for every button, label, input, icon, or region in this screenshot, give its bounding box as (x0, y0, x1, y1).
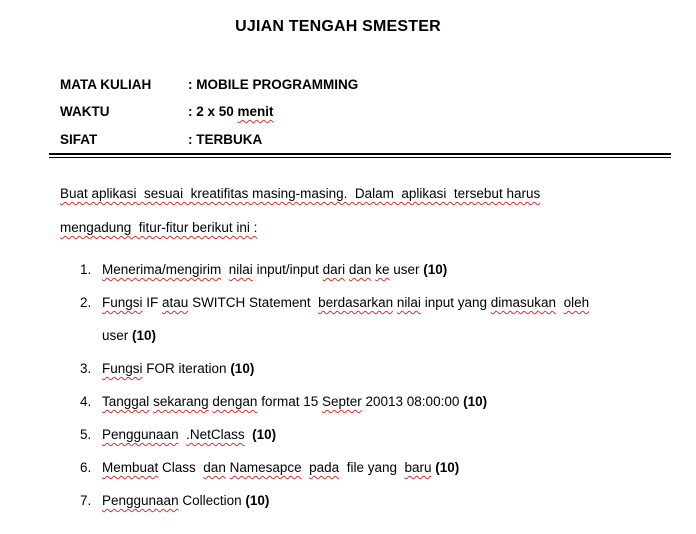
info-key: WAKTU (60, 104, 110, 119)
list-item-number: 2. (80, 295, 92, 310)
score-label: (10) (463, 394, 488, 409)
text-segment: user (102, 328, 133, 343)
flagged-word: Penggunaan (102, 427, 179, 442)
list-item-number: 3. (80, 361, 92, 376)
info-value: : TERBUKA (188, 132, 263, 147)
flagged-word: dimasukan (490, 295, 557, 310)
flagged-word: Septer (321, 394, 362, 409)
list-item-number: 6. (80, 460, 92, 475)
score-label: (10) (252, 427, 277, 442)
document-title: UJIAN TENGAH SMESTER (235, 18, 441, 35)
text-segment (556, 295, 564, 310)
text-segment: input/input (252, 262, 323, 277)
flagged-word: Namesapce (229, 460, 302, 475)
info-key: MATA KULIAH (60, 77, 152, 92)
text-segment: Class (158, 460, 204, 475)
text-segment: format 15 (257, 394, 322, 409)
intro-line-1: Buat aplikasi sesuai kreatifitas masing-masing. Dalam aplikasi tersebut harus (60, 186, 541, 201)
flagged-word: pada (309, 460, 340, 475)
list-item (80, 361, 254, 376)
flagged-word: Fungsi (102, 295, 143, 310)
flagged-word: sekarang (153, 394, 209, 409)
text-segment: IF (142, 295, 163, 310)
text-segment (179, 427, 187, 442)
flagged-word: dari (322, 262, 346, 277)
text-segment: file yang (339, 460, 405, 475)
text-segment: Collection (178, 493, 246, 508)
score-label: (10) (245, 493, 270, 508)
list-item (80, 427, 276, 442)
flagged-word: dan (348, 262, 372, 277)
list-item-number: 1. (80, 262, 92, 277)
flagged-word: Penggunaan (102, 493, 179, 508)
score-label: (10) (132, 328, 157, 343)
text-segment (221, 262, 229, 277)
list-item (80, 460, 459, 475)
flagged-word: dengan (212, 394, 258, 409)
list-item-number: 5. (80, 427, 92, 442)
text-segment: FOR iteration (142, 361, 231, 376)
text-segment: input yang (420, 295, 491, 310)
flagged-word: atau (162, 295, 189, 310)
score-label: (10) (423, 262, 448, 277)
header-divider-thin (49, 157, 671, 158)
flagged-word: nilai (396, 295, 421, 310)
list-item-continuation (102, 328, 156, 343)
list-item (80, 394, 487, 409)
info-value-flagged: menit (237, 104, 274, 119)
text-segment: SWITCH Statement (188, 295, 319, 310)
header-divider-thick (49, 153, 671, 155)
list-item-number: 7. (80, 493, 92, 508)
score-label: (10) (230, 361, 255, 376)
list-item-number: 4. (80, 394, 92, 409)
info-value (188, 104, 274, 119)
flagged-word: .NetClass (186, 427, 245, 442)
info-value-prefix: : 2 x 50 (188, 104, 238, 119)
score-label: (10) (435, 460, 460, 475)
flagged-word: berdasarkan (318, 295, 394, 310)
info-value: : MOBILE PROGRAMMING (188, 77, 359, 92)
list-item (80, 262, 447, 277)
flagged-word: dan (203, 460, 226, 475)
flagged-word: nilai (228, 262, 253, 277)
list-item (80, 295, 589, 310)
text-segment: user (389, 262, 424, 277)
flagged-word: Tanggal (102, 394, 150, 409)
flagged-word: Menerima/mengirim (102, 262, 222, 277)
text-segment: 20013 08:00:00 (361, 394, 464, 409)
flagged-word: oleh (563, 295, 590, 310)
flagged-word: ke (375, 262, 390, 277)
text-segment (245, 427, 253, 442)
flagged-word: Membuat (102, 460, 159, 475)
info-key: SIFAT (60, 132, 98, 147)
list-item (80, 493, 269, 508)
intro-line-2: mengadung fitur-fitur berikut ini : (60, 220, 258, 235)
flagged-word: baru (404, 460, 432, 475)
flagged-word: Fungsi (102, 361, 143, 376)
